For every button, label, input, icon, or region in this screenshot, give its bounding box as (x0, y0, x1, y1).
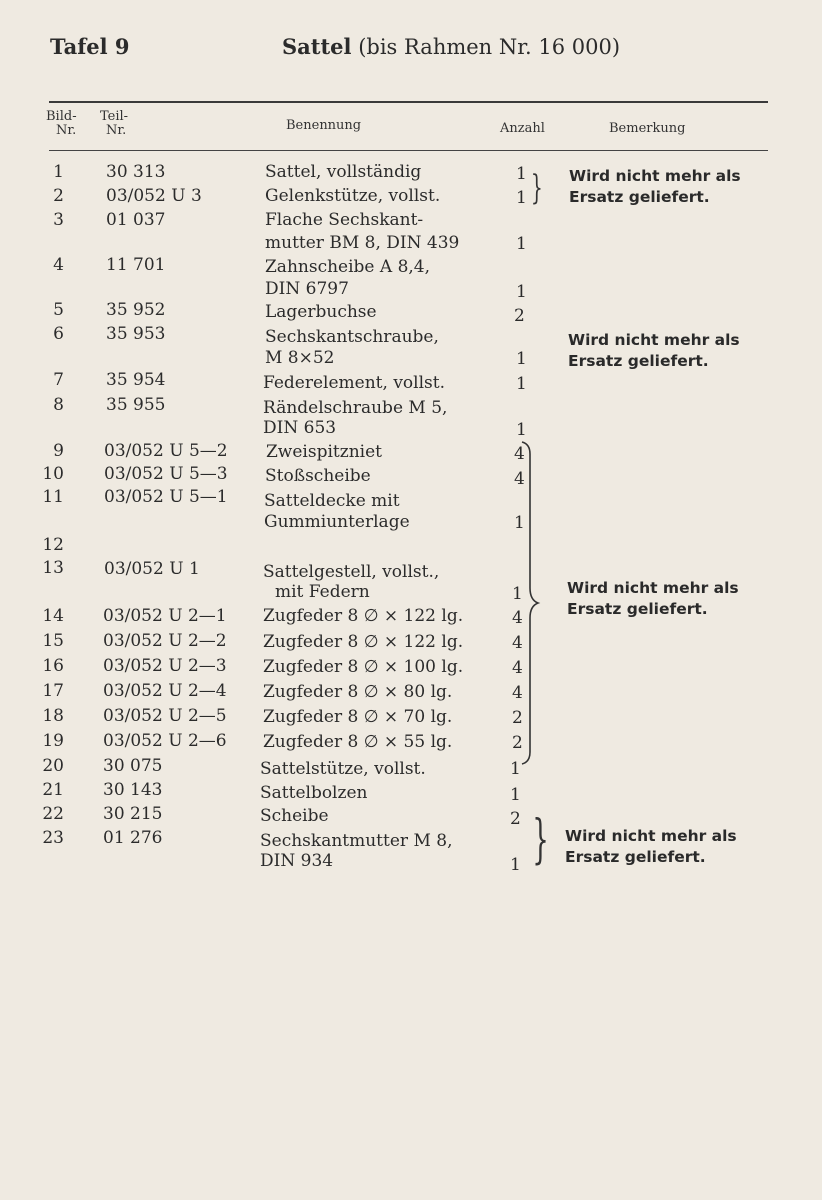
anzahl: 4 (512, 633, 523, 653)
anzahl: 1 (516, 420, 527, 440)
teil-nr: 35 953 (106, 324, 166, 344)
teil-nr: 30 215 (103, 804, 163, 824)
col-bild-label: Bild- (46, 109, 77, 124)
page-title (282, 34, 620, 59)
bild-nr: 9 (53, 441, 64, 461)
benennung: Zahnscheibe A 8,4, (265, 257, 431, 277)
title-main: Sattel (282, 34, 352, 59)
bild-nr: 6 (53, 324, 64, 344)
teil-nr: 03/052 U 5—3 (104, 464, 228, 484)
column-header-rule (49, 150, 768, 151)
bild-nr: 2 (53, 186, 64, 206)
teil-nr: 30 313 (106, 162, 166, 182)
teil-nr: 11 701 (106, 255, 166, 275)
header-rule (49, 101, 768, 103)
bild-nr: 8 (53, 395, 64, 415)
bild-nr: 12 (42, 535, 64, 555)
anzahl: 1 (510, 759, 521, 779)
teil-nr: 35 955 (106, 395, 166, 415)
col-teil-label: Teil- (100, 109, 129, 124)
teil-nr: 03/052 U 2—5 (103, 706, 227, 726)
benennung: Sechskantschraube, (265, 327, 439, 347)
anzahl: 1 (516, 374, 527, 394)
bild-nr: 18 (42, 706, 64, 726)
teil-nr: 03/052 U 2—2 (103, 631, 227, 651)
remark-line: Wird nicht mehr als (565, 827, 737, 845)
benennung: Stoßscheibe (265, 466, 371, 486)
remark-2 (568, 330, 740, 372)
remark-line: Ersatz geliefert. (567, 600, 708, 618)
remark-line: Wird nicht mehr als (568, 331, 740, 349)
bild-nr: 17 (42, 681, 64, 701)
teil-nr: 35 952 (106, 300, 166, 320)
title-rest: (bis Rahmen Nr. 16 000) (358, 35, 621, 59)
col-bemerkung: Bemerkung (609, 121, 686, 136)
benennung: Sattel, vollständig (265, 162, 422, 182)
remark-1 (569, 166, 741, 208)
remark-line: Ersatz geliefert. (569, 188, 710, 206)
benennung: Rändelschraube M 5, (263, 398, 448, 418)
brace-rows-9-20 (518, 440, 542, 766)
benennung-cont: DIN 653 (263, 418, 337, 438)
benennung: Flache Sechskant- (265, 210, 424, 230)
teil-nr: 03/052 U 5—2 (104, 441, 228, 461)
benennung-cont: mutter BM 8, DIN 439 (265, 233, 460, 253)
benennung: Zugfeder 8 ∅ × 80 lg. (263, 682, 453, 702)
anzahl: 1 (516, 234, 527, 254)
bild-nr: 10 (42, 464, 64, 484)
col-bild-nr-label: Nr. (56, 123, 77, 138)
col-benennung: Benennung (286, 118, 362, 133)
bild-nr: 23 (42, 828, 64, 848)
benennung: Zugfeder 8 ∅ × 70 lg. (263, 707, 453, 727)
brace-rows-1-2: } (530, 168, 543, 208)
plate-number: Tafel 9 (50, 34, 130, 59)
teil-nr: 03/052 U 2—6 (103, 731, 227, 751)
benennung: Sattelbolzen (260, 783, 368, 803)
remark-line: Wird nicht mehr als (569, 167, 741, 185)
teil-nr: 03/052 U 2—3 (103, 656, 227, 676)
anzahl: 4 (512, 608, 523, 628)
benennung: Zugfeder 8 ∅ × 100 lg. (263, 657, 464, 677)
benennung-cont: mit Federn (275, 582, 370, 602)
bild-nr: 16 (42, 656, 64, 676)
anzahl: 4 (512, 683, 523, 703)
teil-nr: 30 075 (103, 756, 163, 776)
benennung: Gelenkstütze, vollst. (265, 186, 441, 206)
anzahl: 4 (514, 444, 525, 464)
teil-nr: 01 037 (106, 210, 166, 230)
benennung-cont: Gummiunterlage (264, 512, 410, 532)
bild-nr: 22 (42, 804, 64, 824)
benennung: Sattelgestell, vollst., (263, 562, 440, 582)
bild-nr: 11 (42, 487, 64, 507)
anzahl: 2 (512, 733, 523, 753)
anzahl: 1 (514, 513, 525, 533)
teil-nr: 03/052 U 3 (106, 186, 202, 206)
benennung: Federelement, vollst. (263, 373, 445, 393)
teil-nr: 03/052 U 1 (104, 559, 200, 579)
teil-nr: 01 276 (103, 828, 163, 848)
bild-nr: 4 (53, 255, 64, 275)
anzahl: 4 (514, 469, 525, 489)
benennung: Zugfeder 8 ∅ × 122 lg. (263, 606, 464, 626)
remark-line: Wird nicht mehr als (567, 579, 739, 597)
bild-nr: 7 (53, 370, 64, 390)
remark-3 (567, 578, 739, 620)
benennung: Zweispitzniet (266, 442, 382, 462)
benennung: Sattelstütze, vollst. (260, 759, 426, 779)
teil-nr: 03/052 U 2—4 (103, 681, 227, 701)
brace-rows-22-23: } (532, 810, 549, 870)
benennung-cont: DIN 6797 (265, 279, 349, 299)
benennung-cont: M 8×52 (265, 348, 335, 368)
anzahl: 1 (516, 349, 527, 369)
remark-line: Ersatz geliefert. (565, 848, 706, 866)
anzahl: 1 (510, 785, 521, 805)
anzahl: 1 (516, 282, 527, 302)
bild-nr: 15 (42, 631, 64, 651)
bild-nr: 13 (42, 558, 64, 578)
anzahl: 2 (514, 306, 525, 326)
col-anzahl: Anzahl (500, 121, 545, 136)
bild-nr: 3 (53, 210, 64, 230)
bild-nr: 14 (42, 606, 64, 626)
anzahl: 1 (516, 188, 527, 208)
col-teil-nr (100, 110, 128, 138)
remark-line: Ersatz geliefert. (568, 352, 709, 370)
teil-nr: 30 143 (103, 780, 163, 800)
benennung-cont: DIN 934 (260, 851, 334, 871)
bild-nr: 21 (42, 780, 64, 800)
anzahl: 4 (512, 658, 523, 678)
anzahl: 1 (512, 584, 523, 604)
bild-nr: 20 (42, 756, 64, 776)
teil-nr: 03/052 U 5—1 (104, 487, 228, 507)
benennung: Satteldecke mit (264, 491, 400, 511)
anzahl: 1 (510, 855, 521, 875)
teil-nr: 03/052 U 2—1 (103, 606, 227, 626)
bild-nr: 5 (53, 300, 64, 320)
bild-nr: 19 (42, 731, 64, 751)
anzahl: 1 (516, 164, 527, 184)
col-teil-nr-label: Nr. (106, 123, 127, 138)
bild-nr: 1 (53, 162, 64, 182)
remark-4 (565, 826, 737, 868)
teil-nr: 35 954 (106, 370, 166, 390)
benennung: Scheibe (260, 806, 329, 826)
benennung: Zugfeder 8 ∅ × 55 lg. (263, 732, 453, 752)
benennung: Lagerbuchse (265, 302, 377, 322)
anzahl: 2 (510, 809, 521, 829)
anzahl: 2 (512, 708, 523, 728)
benennung: Sechskantmutter M 8, (260, 831, 453, 851)
col-bild-nr (46, 110, 77, 138)
benennung: Zugfeder 8 ∅ × 122 lg. (263, 632, 464, 652)
